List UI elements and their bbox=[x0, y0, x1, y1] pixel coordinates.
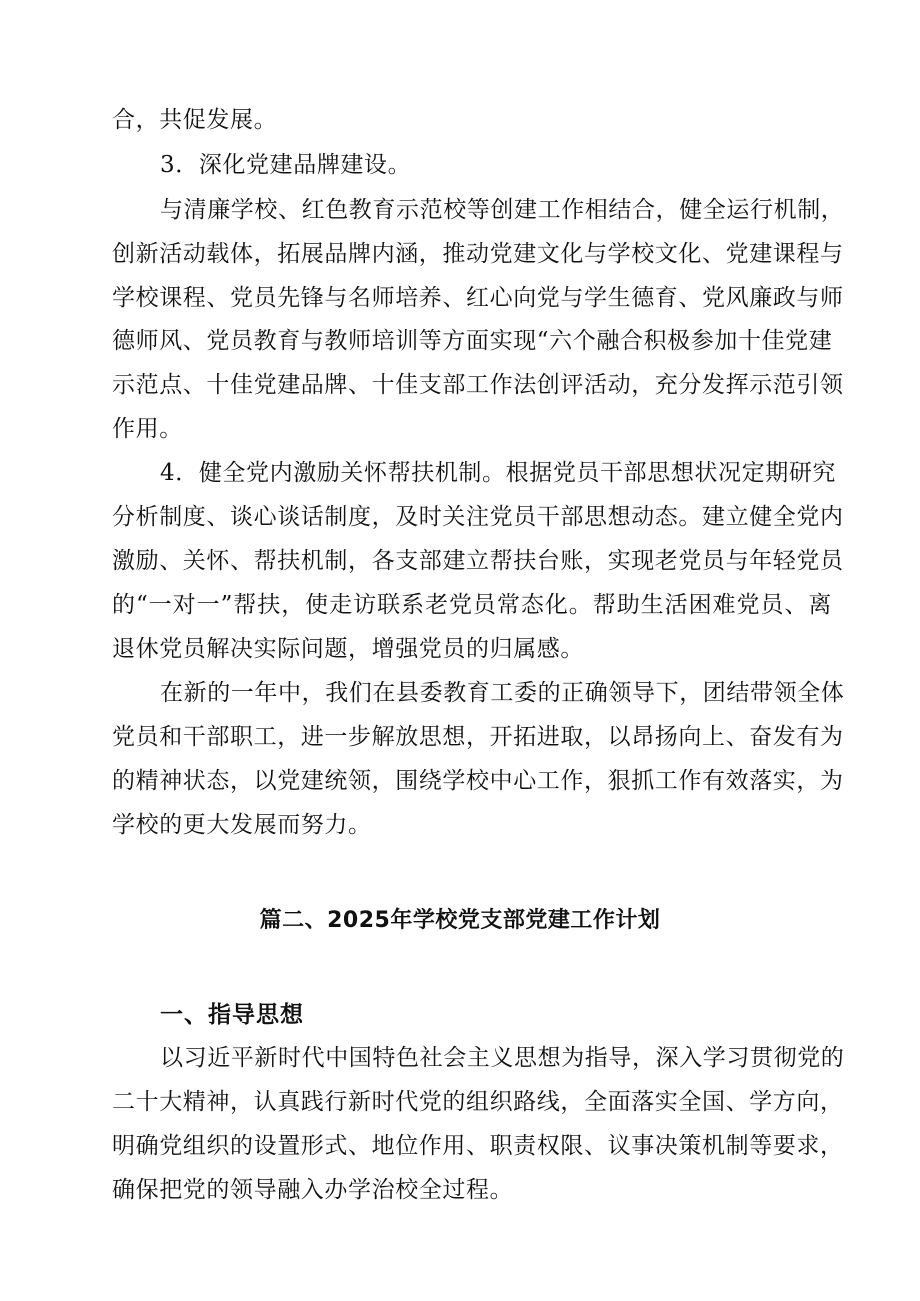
paragraph-line: 以习近平新时代中国特色社会主义思想为指导，深入学习贯彻党的 bbox=[160, 1045, 845, 1071]
paragraph-line: 党员和干部职工，进一步解放思想，开拓进取，以昂扬向上、奋发有为 bbox=[112, 724, 844, 750]
paragraph-line: 的“一对一”帮扶，使走访联系老党员常态化。帮助生活困难党员、离 bbox=[112, 592, 832, 618]
paragraph-line: 创新活动载体，拓展品牌内涵，推动党建文化与学校文化、党建课程与 bbox=[112, 241, 844, 267]
paragraph-line: 学校课程、党员先锋与名师培养、红心向党与学生德育、党风廉政与师 bbox=[112, 285, 844, 311]
paragraph-line: 合，共促发展。 bbox=[112, 107, 278, 133]
paragraph-line: 明确党组织的设置形式、地位作用、职责权限、议事决策机制等要求， bbox=[112, 1133, 844, 1159]
item-3-title: 3．深化党建品牌建设。 bbox=[160, 152, 412, 178]
paragraph-line: 示范点、十佳党建品牌、十佳支部工作法创评活动，充分发挥示范引领 bbox=[112, 372, 844, 398]
section-heading: 一、指导思想 bbox=[160, 1002, 304, 1028]
paragraph-line: 的精神状态，以党建统领，围绕学校中心工作，狠抓工作有效落实，为 bbox=[112, 768, 844, 794]
item-4-title-line: 4．健全党内激励关怀帮扶机制。根据党员干部思想状况定期研究 bbox=[160, 460, 837, 486]
paragraph-line: 与清廉学校、红色教育示范校等创建工作相结合，健全运行机制， bbox=[160, 197, 845, 223]
paragraph-line: 分析制度、谈心谈话制度，及时关注党员干部思想动态。建立健全党内 bbox=[112, 504, 844, 530]
paragraph-line: 学校的更大发展而努力。 bbox=[112, 812, 372, 838]
paragraph-line: 二十大精神，认真践行新时代党的组织路线，全面落实全国、学方向， bbox=[112, 1089, 844, 1115]
article-title: 篇二、2025年学校党支部党建工作计划 bbox=[259, 908, 661, 933]
paragraph-line: 德师风、党员教育与教师培训等方面实现“六个融合积极参加十佳党建 bbox=[112, 328, 833, 354]
paragraph-line: 确保把党的领导融入办学治校全过程。 bbox=[112, 1177, 514, 1203]
paragraph-line: 作用。 bbox=[112, 416, 183, 442]
paragraph-line: 在新的一年中，我们在县委教育工委的正确领导下，团结带领全体 bbox=[160, 680, 845, 706]
paragraph-line: 激励、关怀、帮扶机制，各支部建立帮扶台账，实现老党员与年轻党员 bbox=[112, 548, 844, 574]
paragraph-line: 退休党员解决实际问题，增强党员的归属感。 bbox=[112, 636, 584, 662]
